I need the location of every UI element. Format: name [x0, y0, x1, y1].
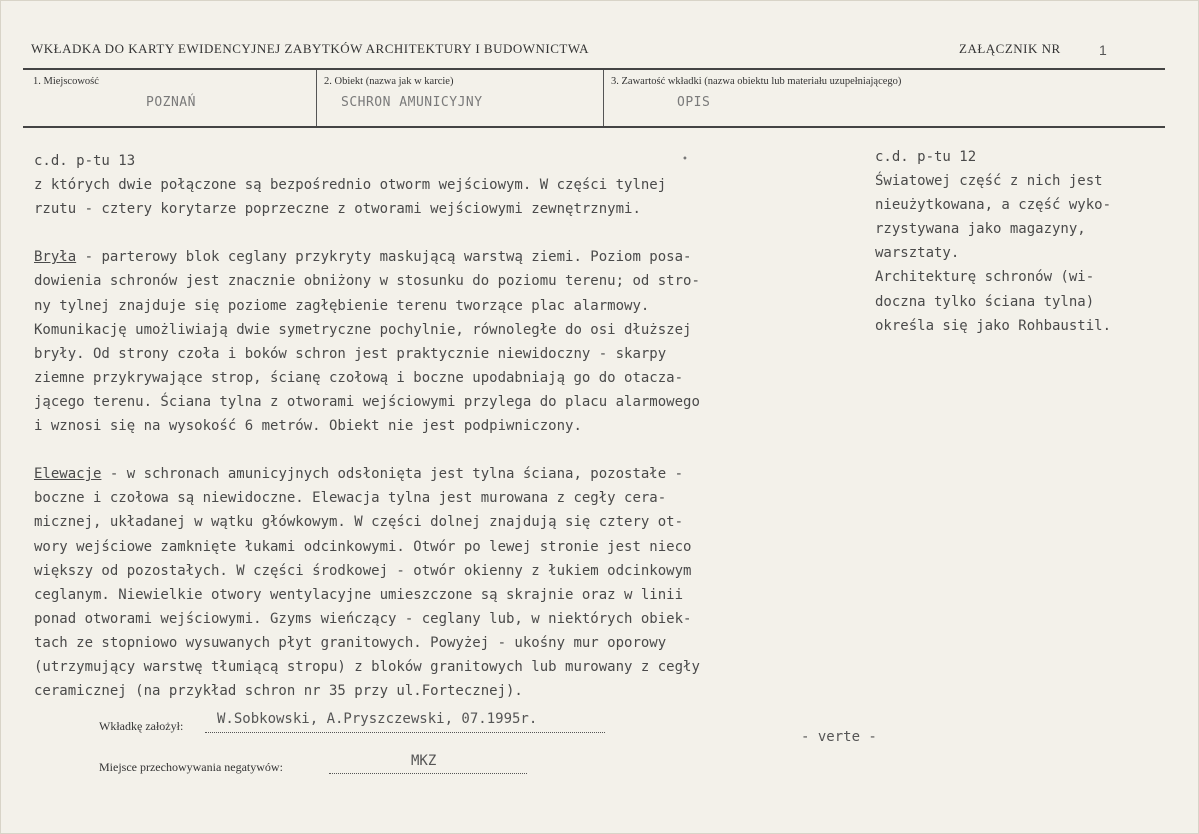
main-text-line: ceramicznej (na przykład schron nr 35 przy ul.Fortecznej).	[34, 683, 523, 700]
storage-label: Miejsce przechowywania negatywów:	[99, 760, 283, 774]
field-value-contents: OPIS	[677, 95, 711, 110]
header-rule-bottom	[23, 126, 1165, 128]
main-text-line: Bryła - parterowy blok ceglany przykryty maskującą warstwą ziemi. Poziom posa-	[34, 249, 692, 266]
main-text-line: ponad otworami wejściowymi. Gzyms wieńczący - ceglany lub, w niektórych obiek-	[34, 610, 692, 627]
main-text-line: Komunikację umożliwiają dwie symetryczne pochylnie, równoległe do osi dłuższej	[34, 321, 692, 338]
side-text-line: rzystywana jako magazyny,	[875, 221, 1086, 238]
side-text-line: warsztaty.	[875, 245, 960, 262]
side-text-line: Światowej część z nich jest	[875, 173, 1103, 190]
created-by-dotted-line	[205, 732, 605, 733]
side-description	[875, 145, 1175, 338]
main-text-line: dowienia schronów jest znacznie obniżony w stosunku do poziomu terenu; od stro-	[34, 273, 700, 290]
main-heading: c.d. p-tu 13	[34, 153, 136, 169]
document-title: WKŁADKA DO KARTY EWIDENCYJNEJ ZABYTKÓW ARCHITEKTURY I BUDOWNICTWA	[31, 41, 590, 56]
main-text-line: wory wejściowe zamknięte łukami odcinkowymi. Otwór po lewej stronie jest nieco	[34, 538, 692, 555]
main-description	[34, 149, 864, 703]
section-term: Elewacje	[34, 466, 102, 483]
main-text-line: jącego terenu. Ściana tylna z otworami wejściowymi przylega do placu alarmowego	[34, 393, 700, 410]
verte-note: - verte -	[801, 729, 877, 745]
main-text-line: rzutu - cztery korytarze poprzeczne z otworami wejściowymi zewnętrznymi.	[34, 201, 641, 218]
side-heading: c.d. p-tu 12	[875, 149, 977, 165]
field-divider	[603, 70, 604, 126]
field-value-object: SCHRON AMUNICYJNY	[341, 95, 483, 110]
annex-label: ZAŁĄCZNIK NR	[959, 41, 1061, 56]
main-text-line: z których dwie połączone są bezpośrednio otworm wejściowym. W części tylnej	[34, 177, 667, 194]
main-text-line	[34, 221, 864, 245]
side-text-line: doczna tylko ściana tylna)	[875, 293, 1095, 310]
main-text-line	[34, 438, 864, 462]
main-text-line: tach ze stopniowo wysuwanych płyt granitowych. Powyżej - ukośny mur oporowy	[34, 634, 667, 651]
main-lines	[34, 173, 864, 703]
main-text-line: i wznosi się na wysokość 6 metrów. Obiekt nie jest podpiwniczony.	[34, 418, 582, 435]
field-label-object: 2. Obiekt (nazwa jak w karcie)	[324, 76, 454, 87]
main-text-line: ceglanym. Niewielkie otwory wentylacyjne umieszczone są skrajnie oraz w linii	[34, 586, 684, 603]
main-text-line: ziemne przykrywające strop, ścianę czołową i boczne upodabniają go do otacza-	[34, 369, 684, 386]
main-text-line: ny tylnej znajduje się poziome zagłębienie terenu tworzące plac alarmowy.	[34, 297, 650, 314]
field-label-contents: 3. Zawartość wkładki (nazwa obiektu lub materiału uzupełniającego)	[611, 76, 902, 87]
storage-value: MKZ	[411, 753, 437, 769]
field-value-locality: POZNAŃ	[146, 95, 196, 110]
stray-dot: •	[682, 154, 688, 165]
section-term: Bryła	[34, 249, 77, 266]
field-divider	[316, 70, 317, 126]
field-label-locality: 1. Miejscowość	[33, 76, 99, 87]
storage-dotted-line	[329, 773, 527, 774]
header-rule-top	[23, 68, 1165, 70]
side-text-line: nieużytkowana, a część wyko-	[875, 197, 1112, 214]
side-text-line: Architekturę schronów (wi-	[875, 269, 1095, 286]
main-text-line: boczne i czołowa są niewidoczne. Elewacja tylna jest murowana z cegły cera-	[34, 490, 667, 507]
main-text-line: (utrzymujący warstwę tłumiącą stropu) z bloków granitowych lub murowany z cegły	[34, 658, 700, 675]
created-by-value: W.Sobkowski, A.Pryszczewski, 07.1995r.	[217, 711, 538, 727]
created-by-label: Wkładkę założył:	[99, 719, 184, 733]
side-lines	[875, 169, 1175, 338]
main-text-line: micznej, układanej w wątku główkowym. W części dolnej znajdują się cztery ot-	[34, 514, 684, 531]
annex-number: 1	[1099, 42, 1107, 58]
side-text-line: określa się jako Rohbaustil.	[875, 317, 1112, 334]
main-text-line: większy od pozostałych. W części środkowej - otwór okienny z łukiem odcinkowym	[34, 562, 692, 579]
main-text-line: Elewacje - w schronach amunicyjnych odsłonięta jest tylna ściana, pozostałe -	[34, 466, 684, 483]
main-text-line: bryły. Od strony czoła i boków schron jest praktycznie niewidoczny - skarpy	[34, 345, 667, 362]
